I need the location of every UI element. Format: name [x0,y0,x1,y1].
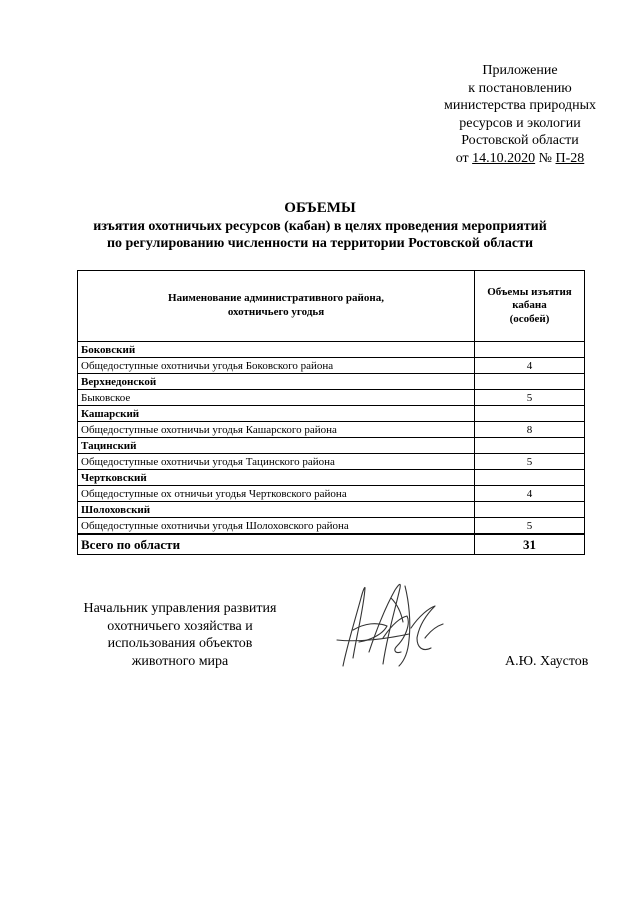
appendix-line: министерства природных [444,98,596,114]
district-value-cell [475,438,585,454]
district-name: Чертковский [78,470,475,486]
district-value-cell [475,470,585,486]
volume-value: 5 [475,518,585,535]
title-line: по регулированию численности на территории Ростовской области [106,236,534,251]
district-name: Тацинский [78,438,475,454]
signatory-name: А.Ю. Хаустов [505,654,589,669]
appendix-line: Ростовской области [461,133,579,149]
signatory-position [58,600,302,670]
header-volume [475,271,585,342]
header-volume-line: Объемы изъятия [487,285,572,298]
district-value-cell [475,374,585,390]
volume-value: 4 [475,358,585,374]
district-name: Верхнедонской [78,374,475,390]
document-title [40,200,600,253]
table-row [78,358,585,374]
header-volume-line: (особей) [509,312,550,325]
district-row [78,406,585,422]
volume-value: 4 [475,486,585,502]
district-name: Шолоховский [78,502,475,518]
hunting-ground: Общедоступные охотничьи угодья Шолоховского района [78,518,475,535]
volume-value: 5 [475,390,585,406]
position-line: Начальник управления развития [83,601,277,616]
header-volume-line: кабана [512,299,547,312]
total-value: 31 [475,534,585,555]
district-value-cell [475,502,585,518]
district-row [78,438,585,454]
header-name-line: охотничьего угодья [227,306,325,318]
table-row [78,454,585,470]
position-line: использования объектов [107,636,253,652]
header-name [78,271,475,342]
table-header-row [78,271,585,342]
total-label: Всего по области [78,534,475,555]
handwritten-signature [325,568,450,684]
appendix-block [400,62,640,168]
district-row [78,502,585,518]
hunting-ground: Общедоступные охотничьи угодья Боковского района [78,358,475,374]
hunting-ground: Быковское [78,390,475,406]
number-sign: № [538,150,552,166]
table-row [78,422,585,438]
district-row [78,470,585,486]
header-name-line: Наименование административного района, [168,292,384,305]
volume-value: 8 [475,422,585,438]
district-name: Боковский [78,342,475,358]
table-row [78,390,585,406]
district-row [78,342,585,358]
hunting-ground: Общедоступные охотничьи угодья Тацинского района [78,454,475,470]
date-prefix: от [455,150,469,166]
appendix-line: Приложение [482,63,558,78]
appendix-line: ресурсов и экологии [459,115,581,131]
decree-number: П-28 [555,150,585,166]
hunting-ground: Общедоступные ох отничьи угодья Чертковского района [78,486,475,502]
appendix-date-line [400,150,640,168]
position-line: охотничьего хозяйства и [107,618,253,634]
title-main: ОБЪЕМЫ [284,200,356,216]
district-name: Кашарский [78,406,475,422]
position-line: животного мира [131,653,229,669]
title-line: изъятия охотничьих ресурсов (кабан) в целях проведения мероприятий [93,218,547,234]
table-row [78,486,585,502]
district-value-cell [475,406,585,422]
appendix-line: к постановлению [468,80,572,96]
district-row [78,374,585,390]
district-value-cell [475,342,585,358]
volumes-table [77,270,585,555]
hunting-ground: Общедоступные охотничьи угодья Кашарского района [78,422,475,438]
decree-date: 14.10.2020 [472,150,536,166]
table-row [78,518,585,535]
volume-value: 5 [475,454,585,470]
total-row [78,534,585,555]
